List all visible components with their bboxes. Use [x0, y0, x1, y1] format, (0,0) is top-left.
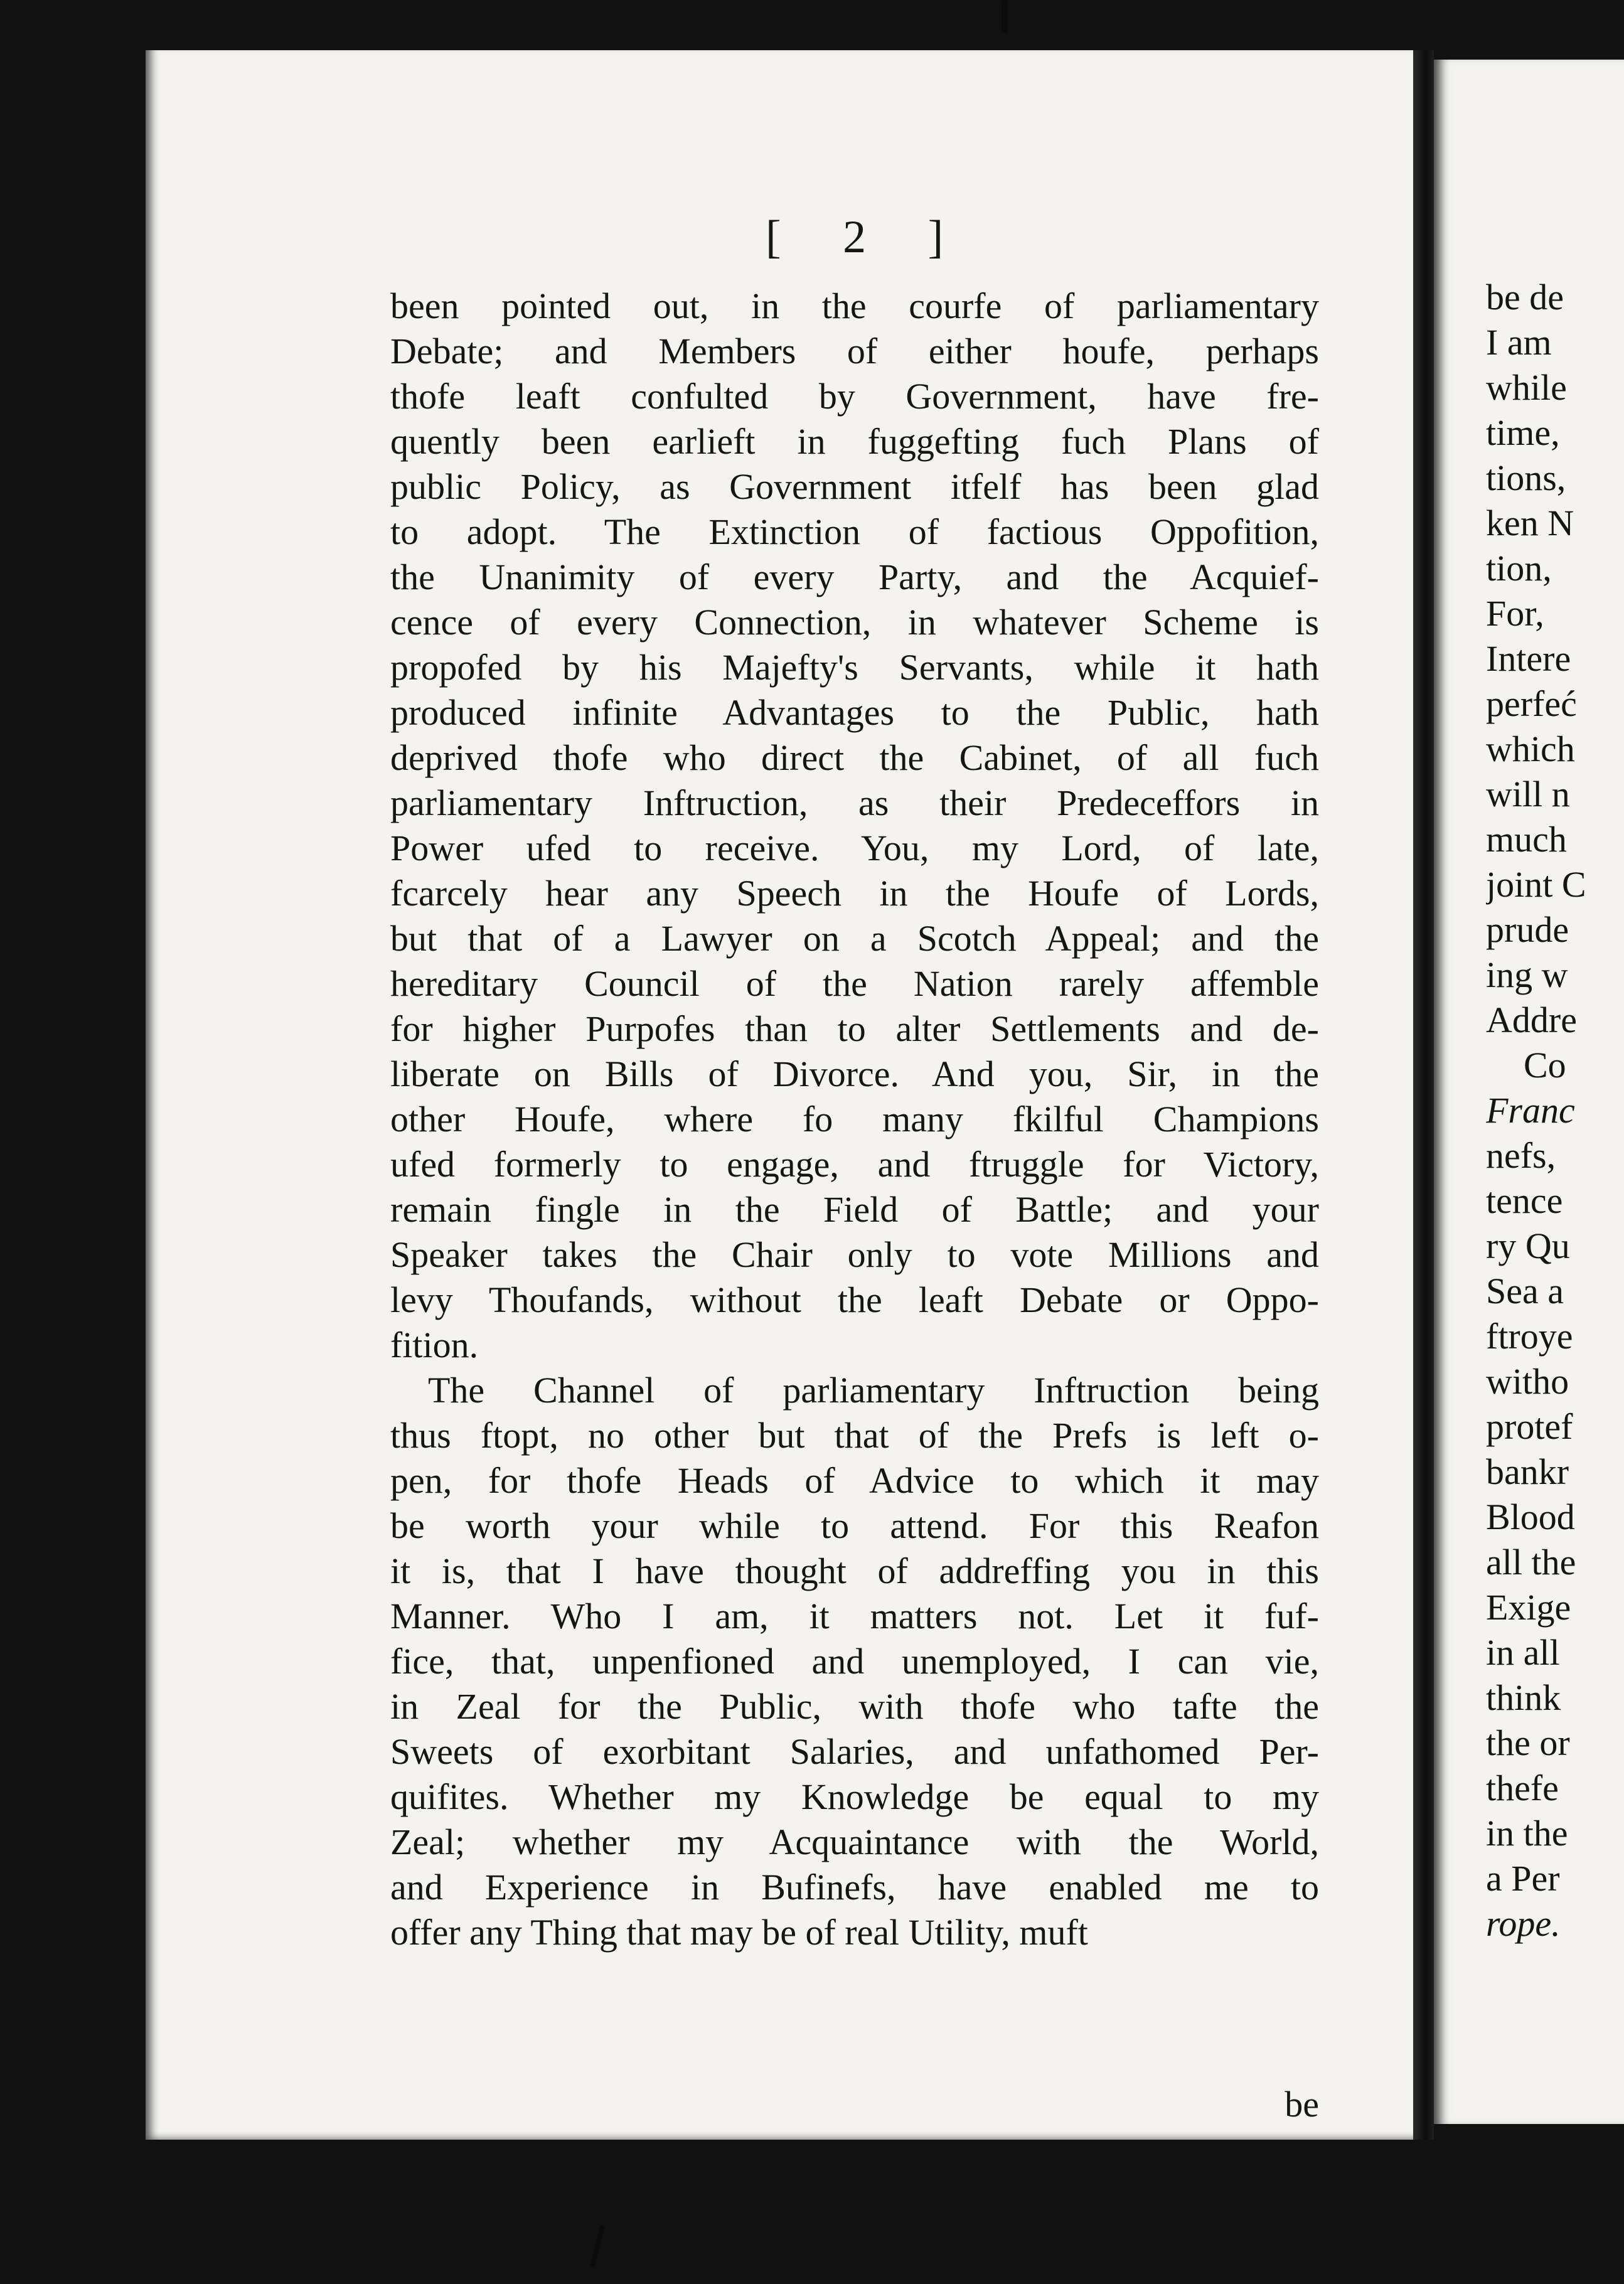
text-line: been pointed out, in the courfe of parliamentary [390, 286, 1319, 326]
text-line: Speaker takes the Chair only to vote Millions and [390, 1234, 1319, 1275]
catchword: be [1285, 2084, 1319, 2125]
text-fragment: all the [1486, 1542, 1576, 1582]
text-fragment: perfeć [1486, 683, 1577, 724]
text-fragment: witho [1486, 1361, 1569, 1402]
text-line: Power ufed to receive. You, my Lord, of late, [390, 828, 1319, 868]
text-line: pen, for thofe Heads of Advice to which it may [390, 1460, 1319, 1501]
text-line: remain fingle in the Field of Battle; and your [390, 1189, 1319, 1230]
text-fragment: joint C [1486, 864, 1586, 905]
text-fragment: the or [1486, 1722, 1570, 1763]
text-line: thofe leaft confulted by Government, have fre- [390, 376, 1319, 417]
text-line: deprived thofe who direct the Cabinet, of all fuch [390, 737, 1319, 778]
text-line: quently been earlieft in fuggefting fuch Plans of [390, 421, 1319, 462]
text-fragment: ry Qu [1486, 1225, 1570, 1266]
text-line: offer any Thing that may be of real Utility, muft [390, 1912, 1088, 1953]
text-fragment: I am [1486, 322, 1552, 363]
text-fragment: Co [1524, 1045, 1566, 1086]
text-fragment: bankr [1486, 1451, 1569, 1492]
text-fragment: Blood [1486, 1497, 1575, 1537]
text-line: and Experience in Bufinefs, have enabled me to [390, 1867, 1319, 1908]
text-fragment: be de [1486, 277, 1564, 318]
text-line: produced infinite Advantages to the Public, hath [390, 692, 1319, 733]
text-fragment: protef [1486, 1406, 1573, 1447]
text-fragment: tence [1486, 1180, 1563, 1221]
text-line: to adopt. The Extinction of factious Oppofition, [390, 511, 1319, 552]
text-fragment: in the [1486, 1813, 1568, 1854]
text-fragment: nefs, [1486, 1135, 1556, 1176]
text-fragment: much [1486, 819, 1567, 860]
scan-mark-top [1002, 0, 1008, 33]
text-fragment: Intere [1486, 638, 1571, 679]
text-fragment: a Per [1486, 1858, 1560, 1899]
text-fragment: ing w [1486, 954, 1568, 995]
text-line: cence of every Connection, in whatever Scheme is [390, 602, 1319, 643]
left-body-text [390, 284, 1319, 1955]
text-line: liberate on Bills of Divorce. And you, Sir, in the [390, 1054, 1319, 1094]
text-line: be worth your while to attend. For this Reafon [390, 1505, 1319, 1546]
text-fragment: prude [1486, 909, 1569, 950]
text-line: but that of a Lawyer on a Scotch Appeal; and the [390, 918, 1319, 959]
text-fragment: tions, [1486, 457, 1566, 498]
text-fragment: think [1486, 1677, 1561, 1718]
text-line: other Houfe, where fo many fkilful Champions [390, 1099, 1319, 1139]
text-fragment: in all [1486, 1632, 1560, 1673]
text-line: hereditary Council of the Nation rarely affemble [390, 963, 1319, 1004]
text-fragment: Addre [1486, 1000, 1577, 1040]
book-gutter [1413, 50, 1434, 2140]
text-fragment: while [1486, 367, 1567, 408]
text-fragment: time, [1486, 412, 1560, 453]
text-fragment: Exige [1486, 1587, 1571, 1628]
text-line: propofed by his Majefty's Servants, while it hath [390, 647, 1319, 688]
text-line: The Channel of parliamentary Inftruction being [428, 1370, 1319, 1411]
text-line: public Policy, as Government itfelf has been glad [390, 466, 1319, 507]
text-line: for higher Purpofes than to alter Settlements and de- [390, 1008, 1319, 1049]
text-line: thus ftopt, no other but that of the Prefs is left o- [390, 1415, 1319, 1456]
text-line: Zeal; whether my Acquaintance with the World, [390, 1822, 1319, 1862]
text-line: fice, that, unpenfioned and unemployed, I can vie, [390, 1641, 1319, 1682]
page-number: [ 2 ] [766, 211, 969, 263]
right-body-text [1486, 275, 1624, 1946]
text-line: Manner. Who I am, it matters not. Let it fuf- [390, 1596, 1319, 1636]
text-line: fcarcely hear any Speech in the Houfe of Lords, [390, 873, 1319, 914]
text-line: ufed formerly to engage, and ftruggle for Victory, [390, 1144, 1319, 1185]
text-line: levy Thoufands, without the leaft Debate or Oppo- [390, 1279, 1319, 1320]
text-fragment: For, [1486, 593, 1544, 634]
text-fragment: Sea a [1486, 1271, 1564, 1311]
text-fragment: thefe [1486, 1768, 1559, 1808]
text-fragment: Franc [1486, 1090, 1575, 1131]
text-fragment: tion, [1486, 548, 1552, 589]
text-line: parliamentary Inftruction, as their Predeceffors in [390, 782, 1319, 823]
text-line: fition. [390, 1325, 479, 1365]
text-fragment: rope. [1486, 1903, 1561, 1944]
text-line: the Unanimity of every Party, and the Acquief- [390, 557, 1319, 597]
scan-mark-bottom [590, 2224, 606, 2268]
text-fragment: ftroye [1486, 1316, 1573, 1357]
text-line: Sweets of exorbitant Salaries, and unfathomed Per- [390, 1731, 1319, 1772]
text-fragment: will n [1486, 774, 1570, 814]
text-line: it is, that I have thought of addreffing you in this [390, 1550, 1319, 1591]
text-line: quifites. Whether my Knowledge be equal to my [390, 1776, 1319, 1817]
text-line: Debate; and Members of either houfe, perhaps [390, 331, 1319, 371]
text-fragment: ken N [1486, 503, 1574, 543]
text-fragment: which [1486, 728, 1575, 769]
text-line: in Zeal for the Public, with thofe who tafte the [390, 1686, 1319, 1727]
